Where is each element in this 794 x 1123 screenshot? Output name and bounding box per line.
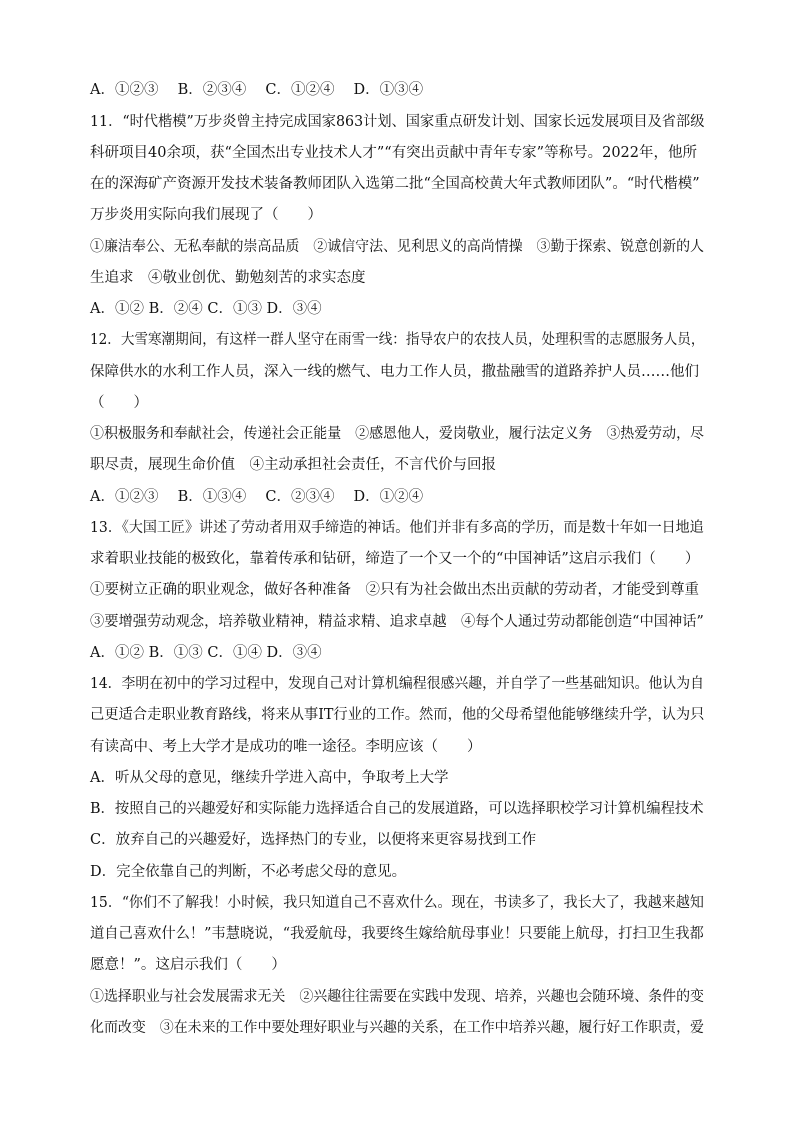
q14-option-d: D．完全依靠自己的判断，不必考虑父母的意见。 — [90, 864, 407, 880]
q12-options: A．①②③ B．①③④ C．②③④ D．①②④ — [90, 489, 424, 505]
q15-statements-1: ①选择职业与社会发展需求无关 ②兴趣往往需要在实践中发现、培养，兴趣也会随环境、条件的变 — [90, 989, 704, 1005]
q13-statements-1: ①要树立正确的职业观念，做好各种准备 ②只有为社会做出杰出贡献的劳动者，才能受到尊重 — [90, 582, 699, 598]
q11-stem-line-2: 科研项目40余项，获“全国杰出专业技术人才”“有突出贡献中青年专家”等称号。2022年，他所 — [90, 145, 698, 161]
q11-options: A．①② B．②④ C．①③ D．③④ — [90, 301, 322, 317]
q11-stem-line-3: 在的深海矿产资源开发技术装备教师团队入选第二批“全国高校黄大年式教师团队”。“时代楷模” — [90, 176, 700, 192]
q11-statements-1: ①廉洁奉公、无私奉献的崇高品质 ②诚信守法、见利思义的高尚情操 ③勤于探索、锐意创新的人 — [90, 239, 704, 255]
q14-stem-line-3: 有读高中、考上大学才是成功的唯一途径。李明应该（ ） — [90, 739, 482, 755]
q14-stem-line-1: 14．李明在初中的学习过程中，发现自己对计算机编程很感兴趣，并自学了一些基础知识。他认为自 — [90, 676, 704, 692]
q14-option-a: A．听从父母的意见，继续升学进入高中，争取考上大学 — [90, 770, 449, 786]
q15-stem-line-1: 15．“你们不了解我！小时候，我只知道自己不喜欢什么。现在，书读多了，我长大了，我越来越知 — [90, 895, 704, 911]
q11-statements-2: 生追求 ④敬业创优、勤勉刻苦的求实态度 — [90, 270, 366, 286]
q12-statements-1: ①积极服务和奉献社会，传递社会正能量 ②感恩他人，爱岗敬业，履行法定义务 ③热爱劳动，尽 — [90, 426, 704, 442]
q15-stem-line-2: 道自己喜欢什么！”韦慧晓说，“我爱航母，我要终生嫁给航母事业！只要能上航母，打扫卫生我都 — [90, 926, 704, 942]
q13-options: A．①② B．①③ C．①④ D．③④ — [90, 645, 322, 661]
q15-statements-2: 化而改变 ③在未来的工作中要处理好职业与兴趣的关系，在工作中培养兴趣，履行好工作职责，爱 — [90, 1020, 704, 1036]
q13-statements-2: ③要增强劳动观念，培养敬业精神，精益求精、追求卓越 ④每个人通过劳动都能创造“中国神话” — [90, 614, 704, 630]
q14-option-b: B．按照自己的兴趣爱好和实际能力选择适合自己的发展道路，可以选择职校学习计算机编程技术 — [90, 801, 704, 817]
q14-option-c: C．放弃自己的兴趣爱好，选择热门的专业，以便将来更容易找到工作 — [90, 832, 537, 848]
q13-stem-line-1: 13．《大国工匠》讲述了劳动者用双手缔造的神话。他们并非有多高的学历，而是数十年如一日地追 — [90, 520, 704, 536]
q12-stem-line-3: （ ） — [90, 395, 148, 411]
q12-stem-line-2: 保障供水的水利工作人员，深入一线的燃气、电力工作人员，撒盐融雪的道路养护人员……他们 — [90, 364, 699, 380]
q11-stem-line-4: 万步炎用实际向我们展现了（ ） — [90, 207, 322, 223]
q15-stem-line-3: 愿意！”。这启示我们（ ） — [90, 957, 286, 973]
q10-options: A．①②③ B．②③④ C．①②④ D．①③④ — [90, 82, 424, 98]
q12-stem-line-1: 12．大雪寒潮期间，有这样一群人坚守在雨雪一线：指导农户的农技人员，处理积雪的志愿服务人员， — [90, 332, 705, 348]
q11-stem-line-1: 11．“时代楷模”万步炎曾主持完成国家863计划、国家重点研发计划、国家长远发展项目及省部级 — [90, 114, 705, 130]
q13-stem-line-2: 求着职业技能的极致化，靠着传承和钻研，缔造了一个又一个的“中国神话”这启示我们（ ） — [90, 551, 700, 567]
q14-stem-line-2: 己更适合走职业教育路线，将来从事IT行业的工作。然而，他的父母希望他能够继续升学，认为只 — [90, 707, 705, 723]
q12-statements-2: 职尽责，展现生命价值 ④主动承担社会责任，不言代价与回报 — [90, 457, 496, 473]
